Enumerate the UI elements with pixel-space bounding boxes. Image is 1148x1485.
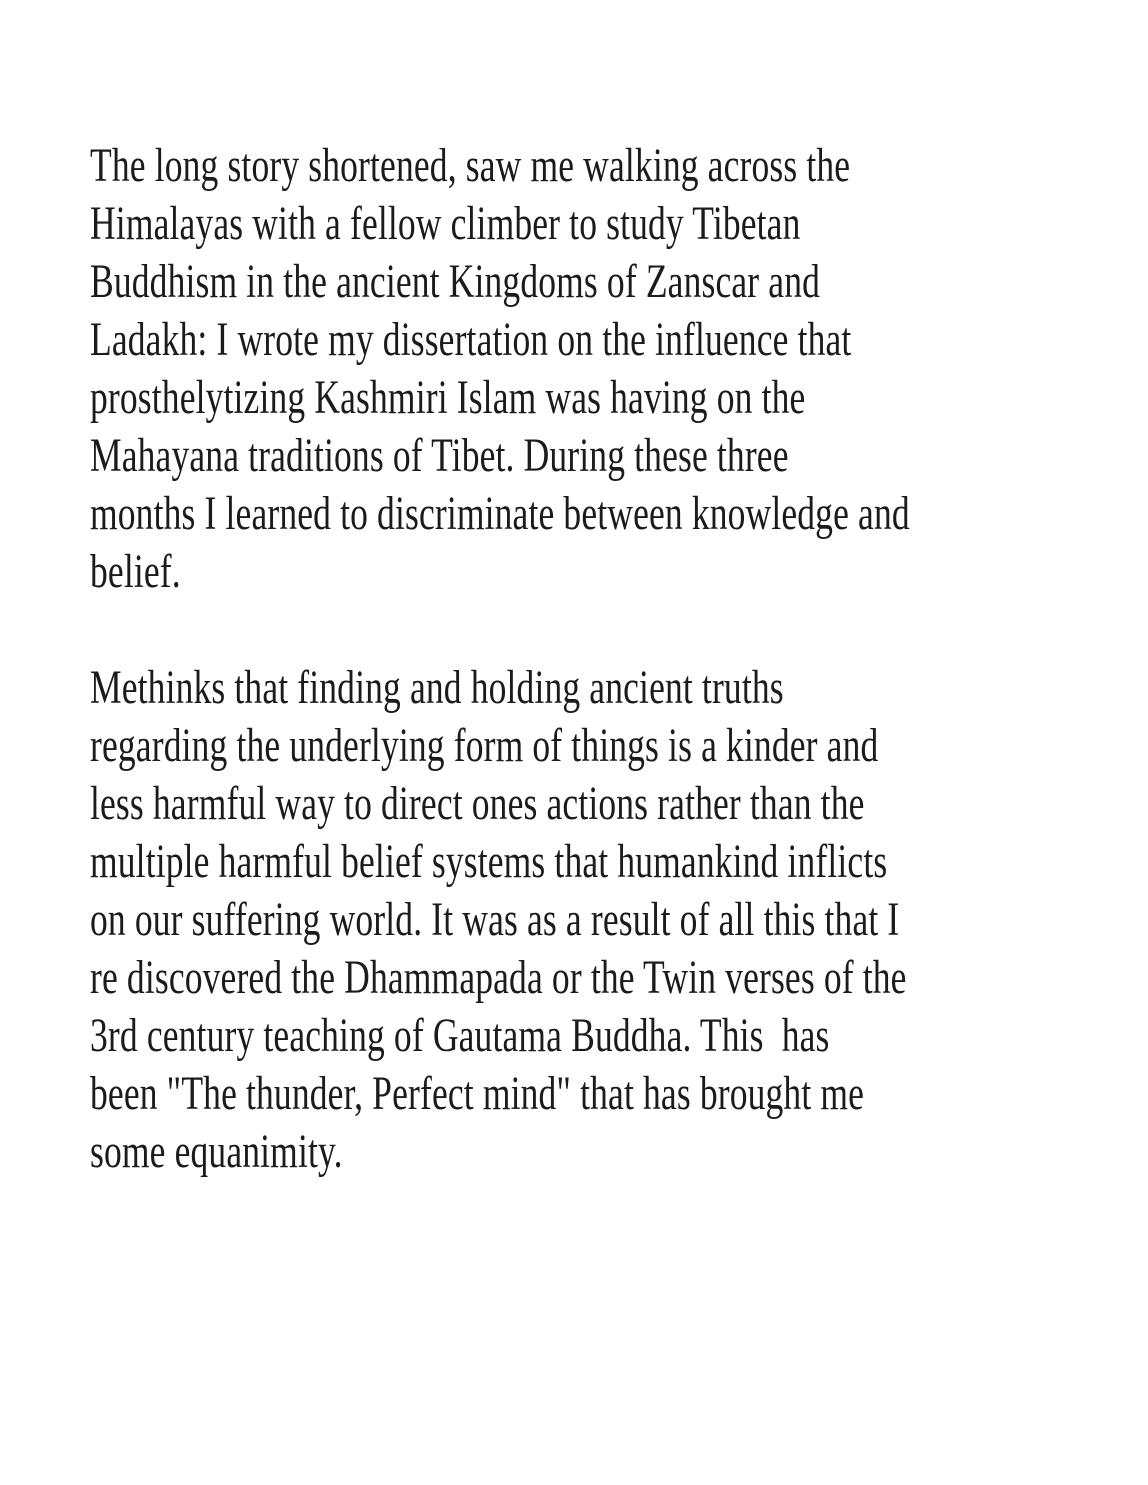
text-block: [90, 137, 910, 1181]
text-line: Mahayana traditions of Tibet. During these three: [90, 429, 789, 482]
text-line: regarding the underlying form of things is a kinder and: [90, 719, 879, 772]
text-line: re discovered the Dhammapada or the Twin verses of the: [90, 951, 907, 1004]
text-line: less harmful way to direct ones actions rather than the: [90, 777, 865, 830]
text-line: months I learned to discriminate between knowledge and: [90, 487, 910, 540]
text-line: been "The thunder, Perfect mind" that has brought me: [90, 1067, 865, 1120]
text-line: Himalayas with a fellow climber to study Tibetan: [90, 197, 801, 250]
text-line: The long story shortened, saw me walking across the: [90, 139, 851, 192]
text-line: 3rd century teaching of Gautama Buddha. This has: [90, 1009, 830, 1062]
paragraph-2: [90, 659, 907, 1181]
text-line: Buddhism in the ancient Kingdoms of Zanscar and: [90, 255, 821, 308]
text-line: on our suffering world. It was as a result of all this that I: [90, 893, 900, 946]
text-line: prosthelytizing Kashmiri Islam was having on the: [90, 371, 806, 424]
text-line: Ladakh: I wrote my dissertation on the influence that: [90, 313, 852, 366]
text-line: some equanimity.: [90, 1125, 343, 1178]
text-line: multiple harmful belief systems that humankind inflicts: [90, 835, 888, 888]
paragraph-1: [90, 137, 910, 601]
text-line: Methinks that finding and holding ancient truths: [90, 661, 784, 714]
text-line: belief.: [90, 545, 181, 598]
